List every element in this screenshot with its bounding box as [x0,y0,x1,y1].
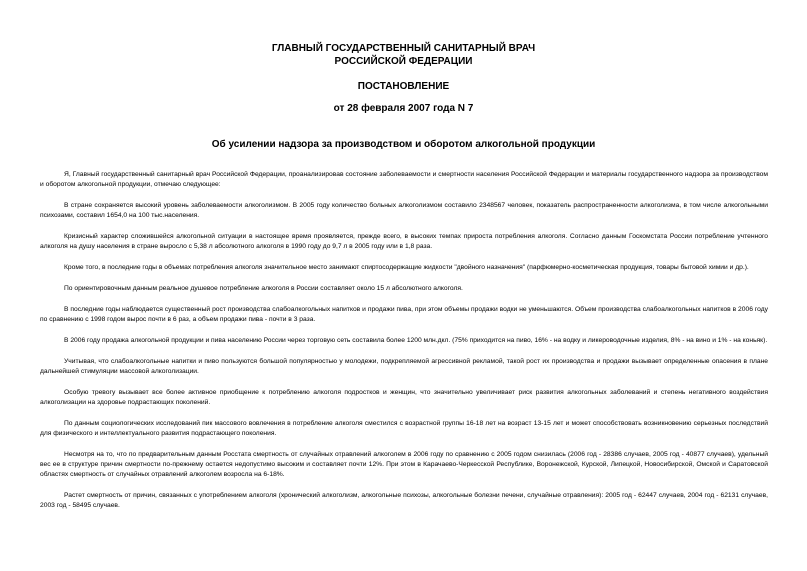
document-body [40,170,768,522]
document-type: ПОСТАНОВЛЕНИЕ [357,81,450,92]
paragraph: В 2006 году продажа алкогольной продукции и пива населению России через торговую сеть составила более 1200 млн.дкл. (75% приходится на пиво, 16% - на водку и ликероводочные изделия, 8% - на вино и 1% - на коньяк). [64,337,768,344]
paragraph: По ориентировочным данным реальное душевое потребление алкоголя в России составляет около 15 л абсолютного алкоголя. [64,285,463,292]
authority-line-1: ГЛАВНЫЙ ГОСУДАРСТВЕННЫЙ САНИТАРНЫЙ ВРАЧ [271,43,536,54]
paragraph: В последние годы наблюдается существенный рост производства слабоалкогольных напитков и продажи пива, при этом объемы продажи водки не уменьшаются. Объем производства слабоалкогольных напитков в 2006 году по сравнению с 1998 годом вырос почти в 6 раз, а объем продажи пива - почти в 3 раза. [40,306,768,323]
paragraph: Растет смертность от причин, связанных с употреблением алкоголя (хронический алкоголизм, алкогольные психозы, алкогольные болезни печени, случайные отравления): 2005 год - 62447 случаев, 2004 год - 62131 случаев, 2003 год - 58495 случаев. [40,492,768,509]
paragraph: По данным социологических исследований пик массового вовлечения в потребление алкоголя сместился с возрастной группы 16-18 лет на возраст 13-15 лет и может способствовать возникновению серьезных последствий для физического и интеллектуального развития подрастающего поколения. [40,420,768,437]
paragraph: Кризисный характер сложившейся алкогольной ситуации в настоящее время проявляется, прежде всего, в высоких темпах прироста потребления алкоголя. Согласно данным Госкомстата России потребление учтенного алкоголя на душу населения в стране выросло с 5,38 л абсолютного алкоголя в 1990 году до 9,7 л в 2005 году или в 1,8 раза. [40,233,768,250]
authority-line-2: РОССИЙСКОЙ ФЕДЕРАЦИИ [334,56,473,67]
paragraph: Учитывая, что слабоалкогольные напитки и пиво пользуются большой популярностью у молодежи, подкрепляемой агрессивной рекламой, такой рост их производства и продажи вызывает определенные опасения в плане дальнейшей стимуляции массовой алкоголизации. [40,358,768,375]
paragraph: Кроме того, в последние годы в объемах потребления алкоголя значительное место занимают спиртосодержащие жидкости "двойного назначения" (парфюмерно-косметическая продукция, товары бытовой химии и др.). [64,264,749,271]
paragraph: Несмотря на то, что по предварительным данным Росстата смертность от случайных отравлений алкоголем в 2006 году по сравнению с 2005 годом снизилась (2006 год - 28386 случаев, 2005 год - 40877 случаев), удельный вес ее в структуре причин смертности по-прежнему остается недопустимо высоким и составляет почти 12%. При этом в Карачаево-Черкесской Республике, Воронежской, Курской, Липецкой, Новосибирской, Омской и Саратовской областях смертность от случайных отравлений алкоголем возросла на 6-18%. [40,451,768,478]
paragraph: Особую тревогу вызывает все более активное приобщение к потреблению алкоголя подростков и женщин, что значительно увеличивает риск развития алкогольных заболеваний и степень негативного воздействия алкоголизации на здоровье подрастающих поколений. [40,389,768,406]
paragraph: В стране сохраняется высокий уровень заболеваемости алкоголизмом. В 2005 году количество больных алкоголизмом составило 2348567 человек, показатель распространенности алкоголизма, в том числе алкогольными психозами, составил 1654,0 на 100 тыс.населения. [40,202,768,219]
paragraph: Я, Главный государственный санитарный врач Российской Федерации, проанализировав состояние заболеваемости и смертности населения Российской Федерации и материалы государственного надзора за производством и оборотом алкогольной продукции, отмечаю следующее: [40,171,768,188]
document-title: Об усилении надзора за производством и оборотом алкогольной продукции [211,139,596,150]
document-date: от 28 февраля 2007 года N 7 [333,103,474,114]
